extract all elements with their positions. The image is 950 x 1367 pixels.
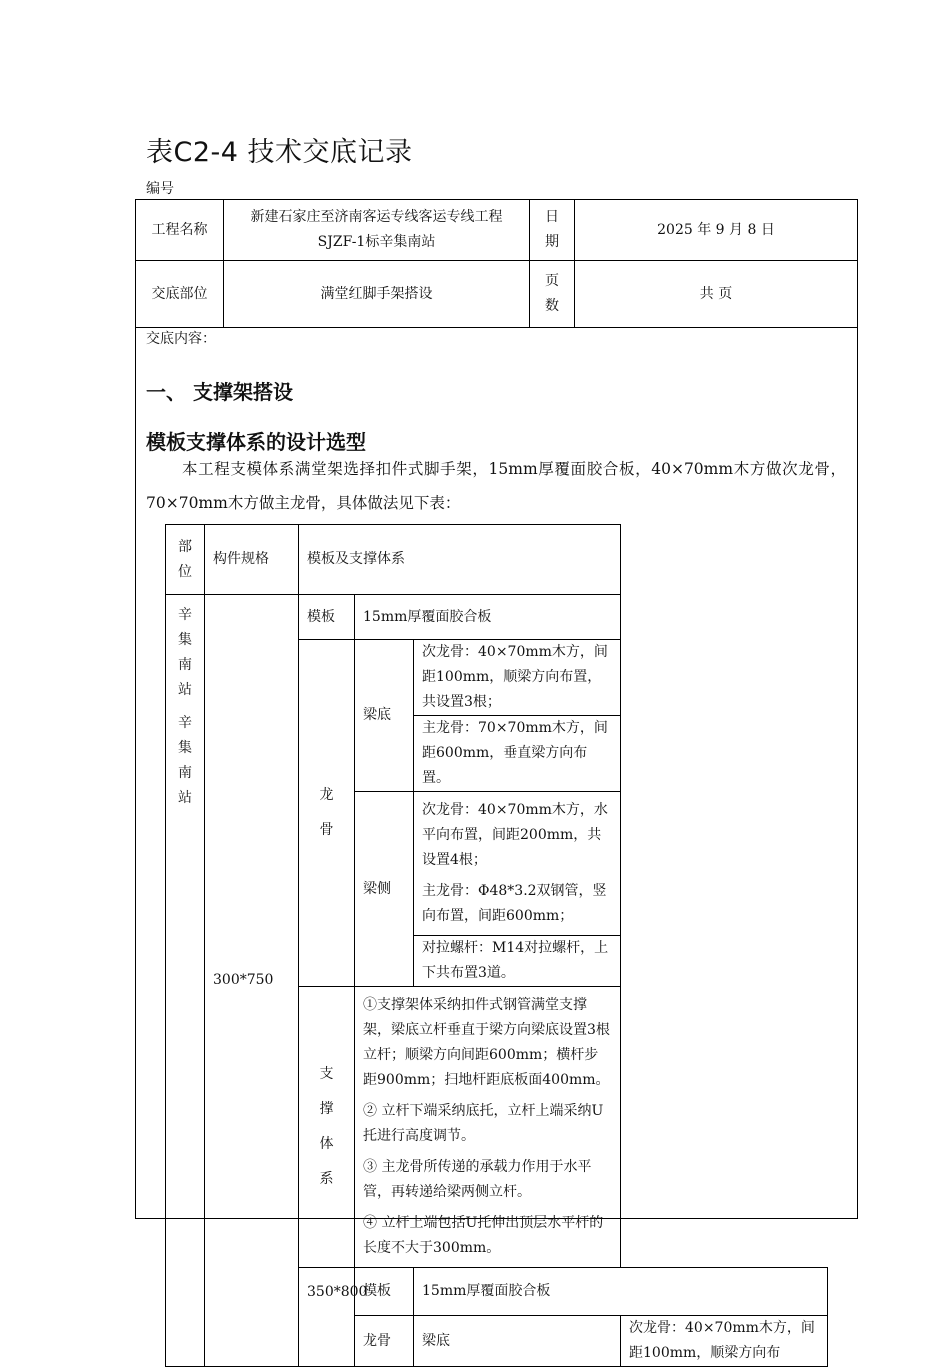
support-details xyxy=(355,987,621,1268)
pages-value: 共 页 xyxy=(575,261,858,328)
formwork-value: 15mm厚覆面胶合板 xyxy=(355,595,621,640)
part-char: 站 xyxy=(178,682,192,698)
bottom-secondary: 次龙骨：40×70mm木方，间距100mm，顺梁方向布置，共设置3根； xyxy=(414,640,621,716)
side-bolt: 对拉螺杆：M14对拉螺杆，上下共布置3道。 xyxy=(414,936,621,987)
support-item-1: ①支撑架体采纳扣件式钢管满堂支撑架，梁底立杆垂直于梁方向梁底设置3根立杆；顺梁方向间距600mm；横杆步距900mm；扫地杆距底板面400mm。 xyxy=(363,997,610,1088)
keel-char: 龙 xyxy=(319,787,334,803)
formwork-value-b: 15mm厚覆面胶合板 xyxy=(414,1268,828,1316)
support-item-4: ④ 立杆上端包括U托伸出顶层水平杆的长度不大于300mm。 xyxy=(363,1215,604,1256)
support-item-3: ③ 主龙骨所传递的承载力作用于水平管，再转递给梁两侧立杆。 xyxy=(363,1159,592,1200)
project-value xyxy=(224,200,530,261)
side-main: 主龙骨：Φ48*3.2双钢管，竖向布置，间距600mm； xyxy=(422,883,607,924)
subsection-title: 模板支撑体系的设计选型 xyxy=(146,430,366,454)
beam-bottom-label: 梁底 xyxy=(355,640,414,792)
col-part-header xyxy=(166,525,205,595)
support-item-2: ② 立杆下端采纳底托，立杆上端采纳U托进行高度调节。 xyxy=(363,1103,604,1144)
part-char: 辛 xyxy=(178,607,192,623)
bottom-main: 主龙骨：70×70mm木方，间距600mm，垂直梁方向布置。 xyxy=(414,716,621,792)
date-value: 2025 年 9 月 8 日 xyxy=(575,200,858,261)
date-label xyxy=(530,200,575,261)
part-char: 南 xyxy=(178,765,192,781)
keel-label-b: 龙骨 xyxy=(355,1316,414,1367)
part-char: 集 xyxy=(178,740,192,756)
col-system-header: 模板及支撑体系 xyxy=(299,525,621,595)
col-part-2: 位 xyxy=(178,563,192,580)
part-cell xyxy=(166,595,205,1367)
side-secondary: 次龙骨：40×70mm木方，水平向布置，间距200mm，共设置4根； xyxy=(422,802,608,868)
beam-side-label: 梁侧 xyxy=(355,792,414,987)
support-char: 撑 xyxy=(319,1101,334,1117)
header-table xyxy=(135,199,858,328)
support-cell xyxy=(299,987,355,1268)
bottom-secondary-b: 次龙骨：40×70mm木方，间距100mm，顺梁方向布 xyxy=(621,1316,828,1367)
code-label: 编号 xyxy=(146,181,174,197)
section-title: 一、 支撑架搭设 xyxy=(146,380,293,404)
pages-label xyxy=(530,261,575,328)
page-title: 表C2-4 技术交底记录 xyxy=(146,137,413,168)
col-spec-header: 构件规格 xyxy=(205,525,299,595)
spec-b: 350*800 xyxy=(299,1268,355,1367)
project-value-line2: SJZF-1标辛集南站 xyxy=(317,234,436,250)
pages-label-2: 数 xyxy=(545,298,559,314)
col-part-1: 部 xyxy=(178,538,192,555)
intro-paragraph: 本工程支模体系满堂架选择扣件式脚手架，15mm厚覆面胶合板，40×70mm木方做次龙骨，70×70mm木方做主龙骨，具体做法见下表： xyxy=(146,460,846,512)
spec-table xyxy=(165,524,828,1367)
formwork-label-b: 模板 xyxy=(355,1268,414,1316)
side-details xyxy=(414,792,621,936)
part-char: 站 xyxy=(178,790,192,806)
part-char: 辛 xyxy=(178,715,192,731)
project-label: 工程名称 xyxy=(136,200,224,261)
support-char: 支 xyxy=(319,1066,334,1082)
keel-cell xyxy=(299,640,355,987)
date-label-2: 期 xyxy=(545,234,559,250)
part-value: 满堂红脚手架搭设 xyxy=(224,261,530,328)
project-value-line1: 新建石家庄至济南客运专线客运专线工程 xyxy=(250,209,503,225)
keel-char: 骨 xyxy=(319,822,334,838)
support-char: 系 xyxy=(319,1171,334,1187)
content-label: 交底内容： xyxy=(146,331,216,347)
beam-bottom-label-b: 梁底 xyxy=(414,1316,621,1367)
part-label: 交底部位 xyxy=(136,261,224,328)
spec-a: 300*750 xyxy=(205,595,299,1367)
formwork-label: 模板 xyxy=(299,595,355,640)
pages-label-1: 页 xyxy=(545,273,559,289)
part-char: 南 xyxy=(178,657,192,673)
date-label-1: 日 xyxy=(545,209,559,225)
support-char: 体 xyxy=(319,1136,334,1152)
part-char: 集 xyxy=(178,632,192,648)
